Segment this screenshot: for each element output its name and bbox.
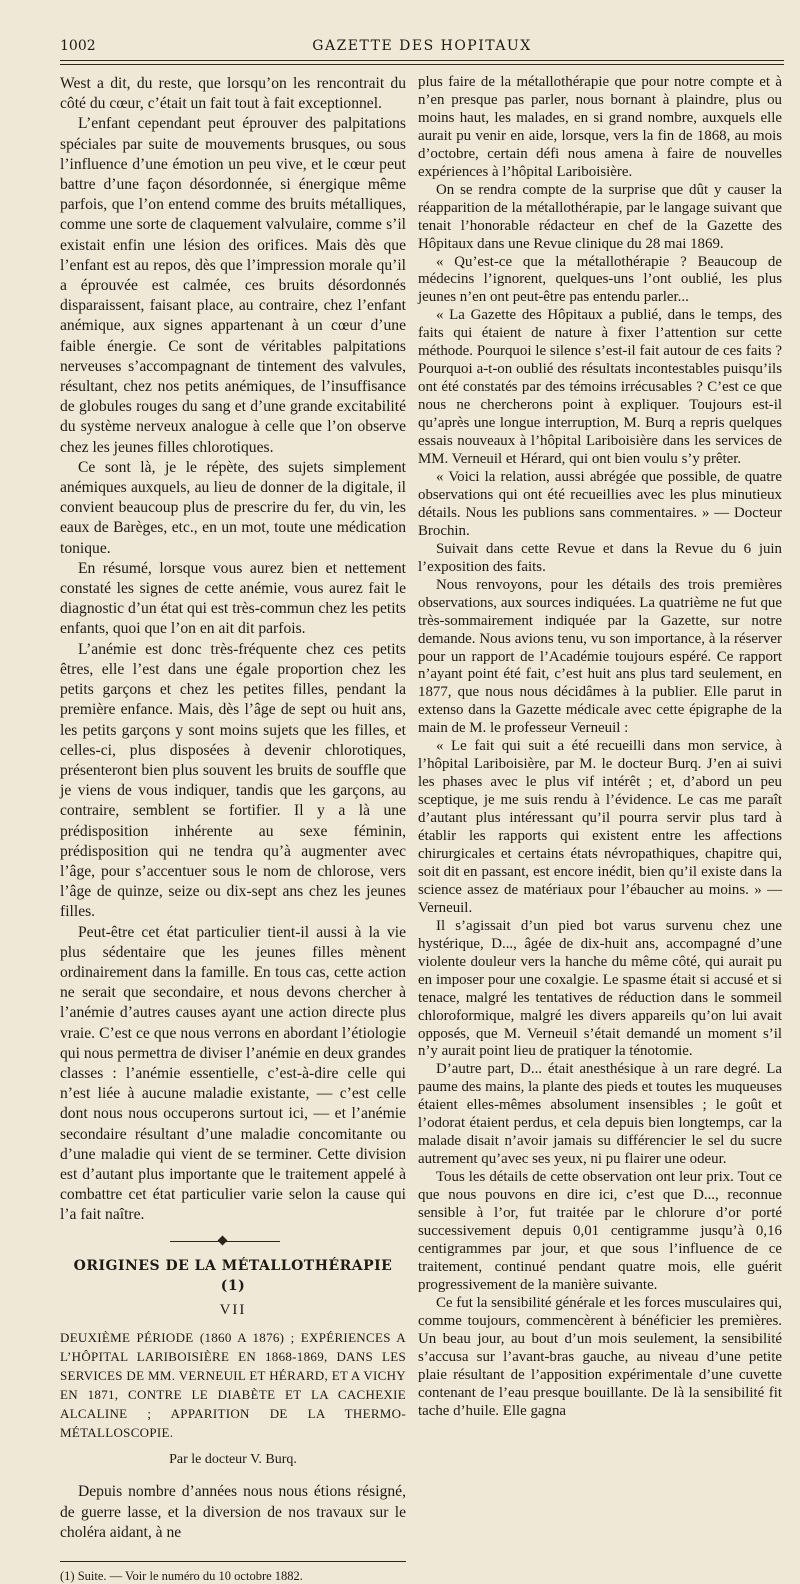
section-subtitle: DEUXIÈME PÉRIODE (1860 A 1876) ; EXPÉRIENCES A L’HÔPITAL LARIBOISIÈRE EN 1868-1869, DANS LES SERVICES DE MM. VERNEUIL ET HÉRARD, ET A VICHY EN 1871, CONTRE LE DIABÈTE ET LA CACHEXIE ALCALINE ; APPARITION DE LA THERMO-MÉTALLOSCOPIE. — [60, 1330, 406, 1441]
paragraph: L’enfant cependant peut éprouver des palpitations spéciales par suite de mouvements brusques, ou sous l’influence d’une émotion un peu vive, et le cœur peut battre d’une façon désordonnée, si énergique même parfois, que l’on entend comme des bruits métalliques, comme une sorte de claquement valvulaire, comme s’il existait enfin une lésion des orifices. Mais dès que l’enfant est au repos, dès que l’impression morale qu’il a éprouvée est calmée, ces bruits désordonnés disparaissent, faisant place, au contraire, chez l’enfant anémique, aux signes appartenant à un cœur d’une faible énergie. Ce sont de véritables palpitations nerveuses s’accompagnant de tintement des valvules, résultant, chez nos petits anémiques, de l’insuffisance de globules rouges du sang et d’une grande excitabilité du système nerveux analogue à celle que l’on observe chez les jeunes filles chlorotiques. — [60, 115, 406, 456]
paragraph: « Voici la relation, aussi abrégée que possible, de quatre observations qui ont été recueillies avec les plus minutieux détails. Nous les publions sans commentaires. » — Docteur Brochin. — [418, 468, 782, 539]
section-separator — [60, 1236, 406, 1246]
paragraph: Ce fut la sensibilité générale et les forces musculaires qui, comme toujours, commencèrent à bénéficier les premières. Un beau jour, au bout d’un mois seulement, la sensibilité s’accusa sur l’avant-bras gauche, au niveau d’une petite plaie résultant de l’apposition expérimentale d’une cuvette contenant de l’eau presque bouillante. De là la sensibilité fit tache d’huile. Elle gagna — [418, 1294, 782, 1419]
paragraph: « Le fait qui suit a été recueilli dans mon service, à l’hôpital Lariboisière, par M. le docteur Burq. J’en ai suivi les phases avec le plus vif intérêt ; et, d’abord un peu sceptique, je me suis rendu à l’évidence. Le cas me paraît d’autant plus intéressant qu’il pourra servir plus tard à établir les rapports qui existent entre les affections chirurgicales et certains états névropathiques, chapitre qui, soit dit en passant, est encore inédit, bien qu’il existe dans la science assez de matériaux pour l’ébaucher au moins. » — Verneuil. — [418, 738, 782, 916]
paragraph: Suivait dans cette Revue et dans la Revue du 6 juin l’exposition des faits. — [418, 540, 782, 575]
section-number: VII — [219, 1301, 247, 1318]
header-rule-thin — [60, 64, 784, 65]
header-rule-thick — [60, 60, 784, 61]
journal-title: GAZETTE DES HOPITAUX — [312, 38, 532, 54]
paragraph: Nous renvoyons, pour les détails des trois premières observations, aux sources indiquées. La quatrième ne fut que très-sommairement indiquée par la Gazette, sur notre demande. Nous avions tenu, vu son importance, à la réserver pour un rapport de l’Académie toujours espéré. Ce rapport n’ayant point été fait, c’est huit ans plus tard seulement, en 1877, que nous nous décidâmes à la publier. Elle parut in extenso dans la Gazette médicale avec cette épigraphe de la main de M. le professeur Verneuil : — [418, 576, 782, 737]
paragraph: En résumé, lorsque vous aurez bien et nettement constaté les signes de cette anémie, vous aurez fait le diagnostic d’un état qui est très-commun chez les petits enfants, quoi que l’on en ait dit parfois. — [60, 559, 406, 638]
author-byline: Par le docteur V. Burq. — [169, 1452, 297, 1468]
paragraph: West a dit, du reste, que lorsqu’on les rencontrait du côté du cœur, c’était un fait tout à fait exceptionnel. — [60, 75, 406, 113]
paragraph: « Qu’est-ce que la métallothérapie ? Beaucoup de médecins l’ignorent, quelques-uns l’ont oublié, les plus jeunes n’en ont peut-être pas entendu parler... — [418, 253, 782, 306]
page-number: 1002 — [60, 38, 96, 54]
paragraph: plus faire de la métallothérapie que pour notre compte et à n’en presque pas parler, nous bornant à plaindre, plus ou moins haut, les malades, en si grand nombre, auxquels elle aurait pu venir en aide, lorsque, vers la fin de 1868, au mois d’octobre, certain défi nous amena à faire de nouvelles expériences à l’hôpital Lariboisière. — [418, 74, 782, 180]
left-column — [60, 74, 406, 1583]
paragraph: L’anémie est donc très-fréquente chez ces petits êtres, elle l’est dans une égale proportion chez les petits garçons et chez les petites filles, pendant la première enfance. Mais, dès l’âge de sept ou huit ans, les petits garçons y sont moins sujets que les filles, et celles-ci, plus disposées à devenir chlorotiques, présenteront bien plus souvent les bruits de souffle que je viens de vous indiquer, tandis que les garçons, au contraire, semblent se fortifier. Il y a là une prédisposition inhérente au sexe féminin, prédisposition qui ne tendra qu’à augmenter avec l’âge, pour s’accentuer sous le nom de chlorose, vers l’âge de quinze, seize ou dix-sept ans chez les jeunes filles. — [60, 640, 406, 921]
footnote-rule — [60, 1561, 406, 1562]
page-header — [60, 38, 784, 62]
paragraph: « La Gazette des Hôpitaux a publié, dans le temps, des faits qui étaient de nature à fixer l’attention sur cette méthode. Pourquoi le silence s’est-il fait autour de ces faits ? Pourquoi a-t-on oublié des résultats incontestables puisqu’ils ont été constatés par des témoins irrécusables ? C’est ce que nous ne chercherons point à expliquer. Toujours est-il qu’après une longue interruption, M. Burq a repris quelques essais nouveaux à l’hôpital Lariboisière dans les services de MM. Verneuil et Hérard, qui ont bien voulu s’y prêter. — [418, 307, 782, 468]
paragraph: Peut-être cet état particulier tient-il aussi à la vie plus sédentaire que les jeunes filles mènent ordinairement dans la famille. En tous cas, cette action ne serait que secondaire, et nous devons chercher à l’anémie d’autres causes ayant une action directe plus vraie. C’est ce que nous verrons en abordant l’étiologie qui nous permettra de diviser l’anémie en deux grandes classes : l’anémie essentielle, c’est-à-dire celle qui n’est liée à aucune maladie existante, — c’est celle dont nous nous occuperons surtout ici, — et l’anémie secondaire résultant d’une maladie concomitante ou d’une maladie qui vient de se terminer. Cette division est d’autant plus importante que le traitement appelé à combattre cet état particulier varie selon la cause qui l’a fait naître. — [60, 923, 406, 1224]
paragraph: On se rendra compte de la surprise que dût y causer la réapparition de la métallothérapie, par le langage suivant que tenait l’honorable rédacteur en chef de la Gazette des Hôpitaux dans une Revue clinique du 28 mai 1869. — [418, 181, 782, 252]
paragraph: Depuis nombre d’années nous nous étions résigné, de guerre lasse, et la diversion de nos travaux sur le choléra aidant, à ne — [60, 1483, 406, 1541]
paragraph: Ce sont là, je le répète, des sujets simplement anémiques auxquels, au lieu de donner de la digitale, il convient beaucoup plus de prescrire du fer, du vin, les eaux de Barèges, etc., en un mot, toute une médication tonique. — [60, 458, 406, 557]
section-title: ORIGINES DE LA MÉTALLOTHÉRAPIE (1) — [73, 1257, 393, 1294]
paragraph: Il s’agissait d’un pied bot varus survenu chez une hystérique, D..., âgée de dix-huit ans, accompagné d’une violente douleur vers la hanche du même côté, qui aurait pu en imposer pour une coxalgie. Le spasme était si accusé et si tenace, malgré les tentatives de réduction dans le sommeil chloroformique, malgré les divers appareils qu’on lui avait opposés, que M. Verneuil s’était demandé un moment s’il n’y aurait point lieu de pratiquer la ténotomie. — [418, 917, 782, 1060]
footnote: (1) Suite. — Voir le numéro du 10 octobre 1882. — [60, 1569, 303, 1583]
paragraph: Tous les détails de cette observation ont leur prix. Tout ce que nous pouvons en dire ici, c’est que D..., reconnue sensible à l’or, fut traitée par le chlorure d’or porté successivement depuis 0,01 centigramme jusqu’à 0,16 centigrammes par jour, et que sous l’influence de ce traitement, continué pendant quatre mois, elle guérit progressivement de la manière suivante. — [418, 1169, 782, 1293]
paragraph: D’autre part, D... était anesthésique à un rare degré. La paume des mains, la plante des pieds et toutes les muqueuses étaient elles-mêmes absolument insensibles ; le goût et l’odorat étaient perdus, et cela depuis bien longtemps, car la malade disait n’avoir jamais su différencier le sel du sucre autrement qu’avec ses yeux, ni pu flairer une odeur. — [418, 1061, 782, 1168]
diamond-ornament-icon — [218, 1235, 228, 1245]
right-column — [418, 74, 782, 1419]
